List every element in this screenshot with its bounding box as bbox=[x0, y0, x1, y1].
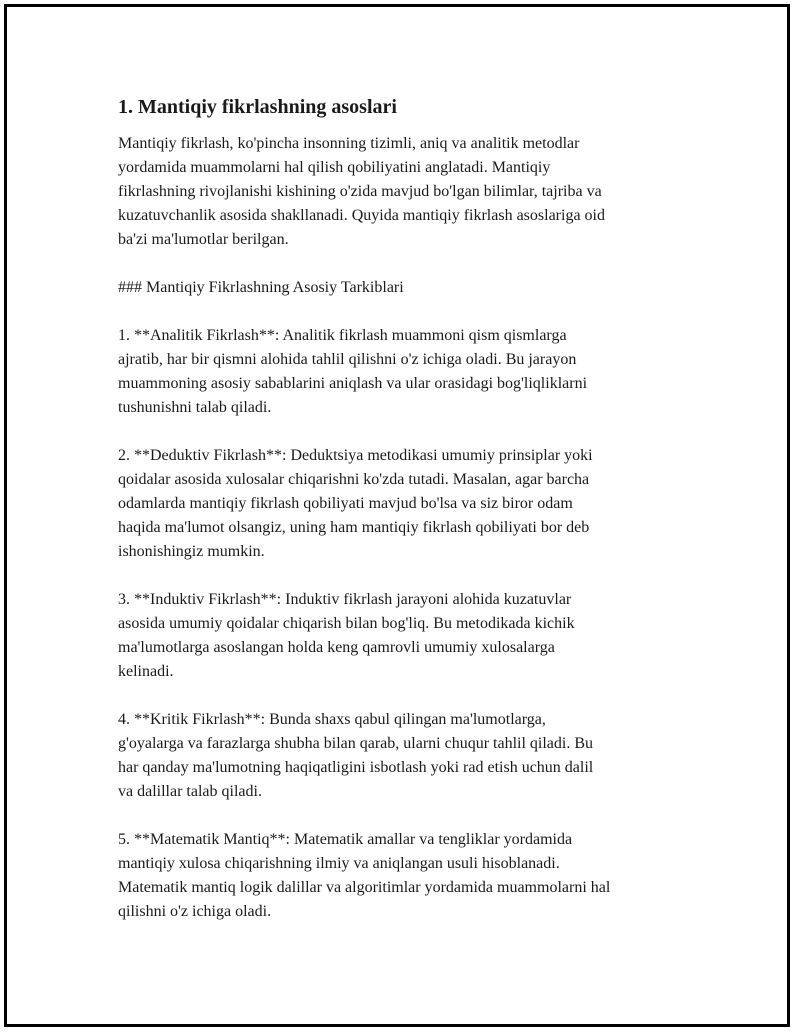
item-line: muammoning asosiy sabablarini aniqlash va ular orasidagi bog'liqliklarni bbox=[118, 375, 588, 392]
section-subheading: ### Mantiqiy Fikrlashning Asosiy Tarkiblari bbox=[118, 279, 404, 296]
document-title: 1. Mantiqiy fikrlashning asoslari bbox=[118, 96, 397, 118]
item-line: kelinadi. bbox=[118, 663, 174, 680]
item-line: qilishni o'z ichiga oladi. bbox=[118, 903, 272, 920]
list-item-matematik bbox=[118, 828, 698, 924]
item-line: g'oyalarga va farazlarga shubha bilan qarab, ularni chuqur tahlil qiladi. Bu bbox=[118, 735, 594, 752]
intro-line: ba'zi ma'lumotlar berilgan. bbox=[118, 231, 289, 248]
item-line: 5. **Matematik Mantiq**: Matematik amallar va tengliklar yordamida bbox=[118, 831, 573, 848]
intro-line: kuzatuvchanlik asosida shakllanadi. Quyida mantiqiy fikrlash asoslariga oid bbox=[118, 207, 605, 224]
item-line: 3. **Induktiv Fikrlash**: Induktiv fikrlash jarayoni alohida kuzatuvlar bbox=[118, 591, 572, 608]
list-item-induktiv bbox=[118, 588, 698, 684]
item-line: va dalillar talab qiladi. bbox=[118, 783, 262, 800]
item-line: Matematik mantiq logik dalillar va algoritimlar yordamida muammolarni hal bbox=[118, 879, 611, 896]
intro-paragraph bbox=[118, 132, 698, 252]
list-item-deduktiv bbox=[118, 444, 698, 564]
document-body bbox=[118, 94, 698, 948]
item-line: mantiqiy xulosa chiqarishning ilmiy va aniqlangan usuli hisoblanadi. bbox=[118, 855, 560, 872]
item-line: 2. **Deduktiv Fikrlash**: Deduktsiya metodikasi umumiy prinsiplar yoki bbox=[118, 447, 593, 464]
item-line: har qanday ma'lumotning haqiqatligini isbotlash yoki rad etish uchun dalil bbox=[118, 759, 594, 776]
item-line: ma'lumotlarga asoslangan holda keng qamrovli umumiy xulosalarga bbox=[118, 639, 555, 656]
intro-line: fikrlashning rivojlanishi kishining o'zida mavjud bo'lgan bilimlar, tajriba va bbox=[118, 183, 602, 200]
item-line: 4. **Kritik Fikrlash**: Bunda shaxs qabul qilingan ma'lumotlarga, bbox=[118, 711, 546, 728]
item-line: qoidalar asosida xulosalar chiqarishni ko'zda tutadi. Masalan, agar barcha bbox=[118, 471, 590, 488]
item-line: ajratib, har bir qismni alohida tahlil qilishni o'z ichiga oladi. Bu jarayon bbox=[118, 351, 577, 368]
intro-line: yordamida muammolarni hal qilish qobiliyatini anglatadi. Mantiqiy bbox=[118, 159, 551, 176]
list-item-analitik bbox=[118, 324, 698, 420]
item-line: 1. **Analitik Fikrlash**: Analitik fikrlash muammoni qism qismlarga bbox=[118, 327, 567, 344]
list-item-kritik bbox=[118, 708, 698, 804]
intro-line: Mantiqiy fikrlash, ko'pincha insonning tizimli, aniq va analitik metodlar bbox=[118, 135, 580, 152]
item-line: tushunishni talab qiladi. bbox=[118, 399, 272, 416]
item-line: haqida ma'lumot olsangiz, uning ham mantiqiy fikrlash qobiliyati bor deb bbox=[118, 519, 590, 536]
item-line: ishonishingiz mumkin. bbox=[118, 543, 265, 560]
item-line: asosida umumiy qoidalar chiqarish bilan bog'liq. Bu metodikada kichik bbox=[118, 615, 575, 632]
item-line: odamlarda mantiqiy fikrlash qobiliyati mavjud bo'lsa va siz biror odam bbox=[118, 495, 573, 512]
